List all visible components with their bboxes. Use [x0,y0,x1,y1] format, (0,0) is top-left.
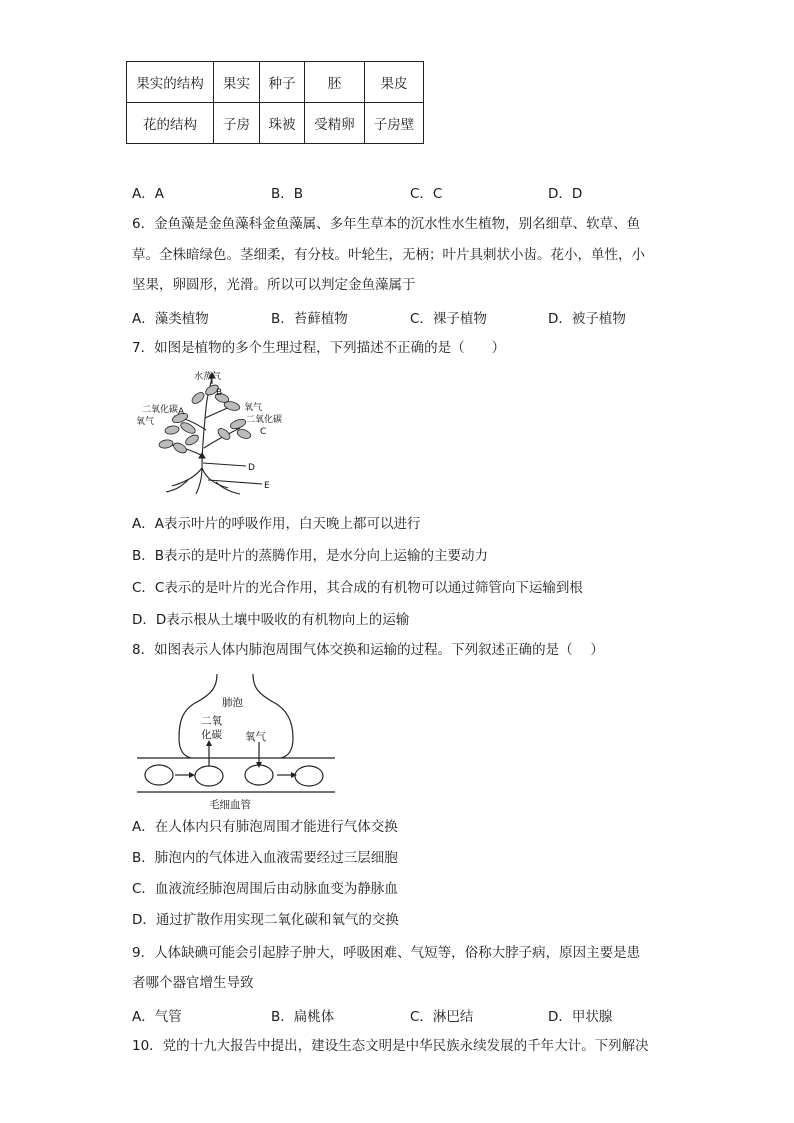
q8-option-d[interactable]: D．通过扩散作用实现二氧化碳和氧气的交换 [132,912,399,928]
label-o2: 氧气 [245,731,266,743]
label-o2-left: 氧气 [136,417,155,427]
label-co2-right: 二氧化碳 [246,415,283,425]
q6-option-d[interactable]: D．被子植物 [548,311,626,327]
q10-stem-line-1: 10．党的十九大报告中提出，建设生态文明是中华民族永续发展的千年大计。下列解决 [132,1038,649,1054]
plant-process-figure [136,368,286,498]
q5-option-d[interactable]: D．D [548,186,583,202]
table-cell: 子房壁 [365,103,424,144]
table-cell: 受精卵 [305,103,365,144]
table-cell: 花的结构 [127,103,214,144]
label-c: C [260,427,267,437]
table-row [127,103,424,144]
label-co2-line1: 二氧 [201,715,222,727]
table-cell: 胚 [305,62,365,103]
q6-stem-line-3: 坚果，卵圆形，光滑。所以可以判定金鱼藻属于 [132,277,416,293]
q7-option-a[interactable]: A．A表示叶片的呼吸作用，白天晚上都可以进行 [132,516,421,532]
q6-option-a[interactable]: A．藻类植物 [132,311,209,327]
table-cell: 果实 [214,62,260,103]
label-co2-left: 二氧化碳 [142,405,179,415]
q7-option-d[interactable]: D．D表示根从土壤中吸收的有机物向上的运输 [132,612,410,628]
label-o2-right: 氧气 [244,403,263,413]
q8-option-b[interactable]: B．肺泡内的气体进入血液需要经过三层细胞 [132,850,398,866]
label-e: E [264,481,270,491]
q6-stem-line-2: 草。全株暗绿色。茎细柔，有分枝。叶轮生，无柄；叶片具刺状小齿。花小，单性，小 [132,247,645,263]
table-cell: 珠被 [260,103,305,144]
q9-option-c[interactable]: C．淋巴结 [410,1009,474,1025]
q7-option-c[interactable]: C．C表示的是叶片的光合作用，其合成的有机物可以通过筛管向下运输到根 [132,580,583,596]
alveolus-figure [135,672,340,812]
q8-stem: 8．如图表示人体内肺泡周围气体交换和运输的过程。下列叙述正确的是（ ） [132,642,604,658]
q9-stem-line-2: 者哪个器官增生导致 [132,975,254,991]
q8-option-a[interactable]: A．在人体内只有肺泡周围才能进行气体交换 [132,819,398,835]
label-a: A [178,407,185,417]
q9-option-a[interactable]: A．气管 [132,1009,182,1025]
q6-option-b[interactable]: B．苔藓植物 [271,311,348,327]
label-co2-line2: 化碳 [201,729,222,741]
q6-stem-line-1: 6．金鱼藻是金鱼藻科金鱼藻属、多年生草本的沉水性水生植物，别名细草、软草、鱼 [132,216,641,232]
q9-option-b[interactable]: B．扁桃体 [271,1009,335,1025]
table-row [127,62,424,103]
table-cell: 果实的结构 [127,62,214,103]
label-alveolus: 肺泡 [222,697,243,709]
q6-option-c[interactable]: C．裸子植物 [410,311,487,327]
q5-option-a[interactable]: A．A [132,186,164,202]
label-water-vapor: 水蒸气 [194,372,222,382]
q7-option-b[interactable]: B．B表示的是叶片的蒸腾作用，是水分向上运输的主要动力 [132,548,489,564]
table-cell: 种子 [260,62,305,103]
q5-option-b[interactable]: B．B [271,186,304,202]
label-d: D [248,463,255,473]
q8-option-c[interactable]: C．血液流经肺泡周围后由动脉血变为静脉血 [132,881,398,897]
q5-option-c[interactable]: C．C [410,186,443,202]
table-cell: 子房 [214,103,260,144]
label-b: B [216,388,223,398]
q9-stem-line-1: 9．人体缺碘可能会引起脖子肿大，呼吸困难、气短等，俗称大脖子病，原因主要是患 [132,945,641,961]
q7-stem: 7．如图是植物的多个生理过程，下列描述不正确的是（ ） [132,340,506,356]
q9-option-d[interactable]: D．甲状腺 [548,1009,613,1025]
label-capillary: 毛细血管 [209,799,251,811]
structure-table [126,61,424,144]
table-cell: 果皮 [365,62,424,103]
